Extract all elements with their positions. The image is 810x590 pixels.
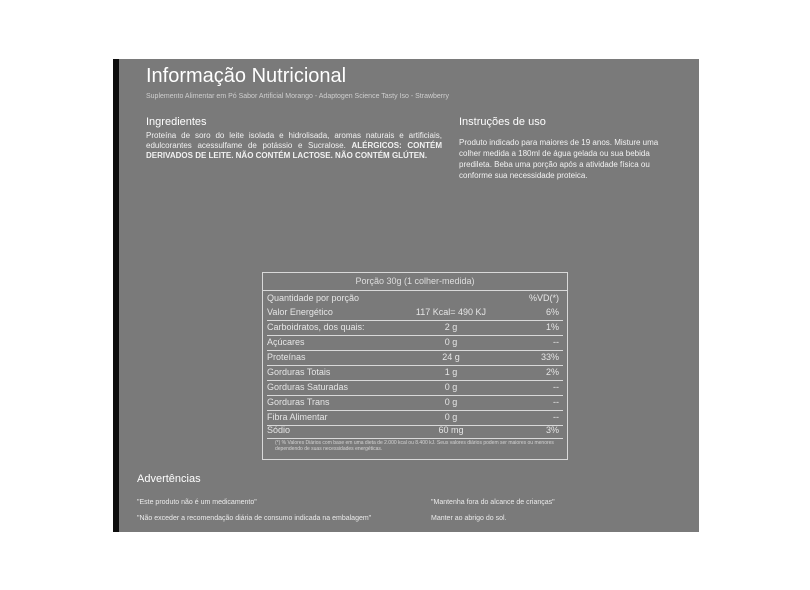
warnings-heading: Advertências (137, 473, 201, 485)
nutrient-vd: 1% (545, 322, 559, 332)
nutrient-label: Proteínas (267, 352, 306, 362)
nutrient-label: Sódio (267, 425, 291, 435)
ingredients-list: Proteína de soro do leite isolada e hidrolisada, aromas naturais e artificiais, edulcorantes acessulfame de potássio e Sucralose. (146, 131, 442, 150)
nutrient-vd: %VD(*) (528, 293, 559, 303)
nutrient-label: Gorduras Saturadas (267, 382, 349, 392)
table-row (267, 412, 563, 426)
table-row (267, 322, 563, 336)
page-title: Informação Nutricional (146, 65, 347, 87)
nutrition-info-panel (113, 59, 699, 532)
nutrient-amount: 117 Kcal= 490 KJ (415, 307, 487, 317)
warning-item: "Este produto não é um medicamento" (137, 499, 257, 506)
nutrient-label: Gorduras Totais (267, 367, 331, 377)
nutrient-label: Açúcares (267, 337, 305, 347)
row-divider (267, 335, 563, 336)
table-row (267, 352, 563, 366)
nutrient-amount: 0 g (444, 397, 458, 407)
nutrient-amount: 0 g (444, 337, 458, 347)
nutrient-label: Gorduras Trans (267, 397, 330, 407)
nutrient-label: Fibra Alimentar (267, 412, 328, 422)
table-row (267, 337, 563, 351)
nutrient-label: Carboidratos, dos quais: (267, 322, 365, 332)
table-row (267, 367, 563, 381)
table-row (267, 307, 563, 321)
row-divider (267, 380, 563, 381)
usage-text: Produto indicado para maiores de 19 anos. Misture uma colher medida a 180ml de água gelada ou sua bebida predileta. Beba uma porção após a atividade física ou conforme sua necessidade proteica. (459, 138, 659, 180)
row-divider (267, 320, 563, 321)
nutrient-amount: 1 g (444, 367, 458, 377)
allergen-warning: ALÉRGICOS: CONTÉM DERIVADOS DE LEITE. NÃO CONTÉM LACTOSE. NÃO CONTÉM GLÚTEN. (146, 141, 442, 160)
daily-value-footnote: (*) % Valores Diários com base em uma dieta de 2.000 kcal ou 8.400 kJ. Seus valores diários podem ser maiores ou menores dependendo de suas necessidades energéticas. (275, 440, 554, 452)
nutrient-vd: -- (553, 397, 559, 407)
nutrient-vd: -- (553, 382, 559, 392)
usage-heading: Instruções de uso (459, 116, 546, 128)
ingredients-heading: Ingredientes (146, 116, 207, 128)
nutrient-amount: 60 mg (438, 425, 464, 435)
nutrient-amount: 0 g (444, 382, 458, 392)
row-divider (267, 410, 563, 411)
nutrient-vd: 33% (540, 352, 559, 362)
nutrient-label: Quantidade por porção (267, 293, 360, 303)
row-divider (267, 365, 563, 366)
warning-item: "Mantenha fora do alcance de crianças" (431, 499, 555, 506)
portion-divider (263, 290, 567, 291)
warning-item: "Não exceder a recomendação diária de consumo indicada na embalagem" (137, 515, 372, 522)
ingredients-text (146, 131, 442, 161)
nutrient-vd: 2% (545, 367, 559, 377)
nutrient-amount: 24 g (442, 352, 460, 362)
nutrient-vd: 6% (545, 307, 559, 317)
product-subtitle: Suplemento Alimentar em Pó Sabor Artificial Morango - Adaptogen Science Tasty Iso - Strawberry (146, 93, 449, 100)
nutrient-amount: 0 g (444, 412, 458, 422)
portion-size: Porção 30g (1 colher-medida) (355, 276, 475, 286)
table-row (267, 425, 563, 439)
row-divider (267, 350, 563, 351)
nutrient-vd: 3% (545, 425, 559, 435)
nutrient-vd: -- (553, 337, 559, 347)
warning-item: Manter ao abrigo do sol. (431, 515, 507, 522)
table-row (267, 293, 563, 307)
row-divider (267, 438, 563, 439)
nutrient-label: Valor Energético (267, 307, 333, 317)
nutrient-amount: 2 g (444, 322, 458, 332)
table-row (267, 382, 563, 396)
nutrition-table (262, 272, 568, 460)
table-row (267, 397, 563, 411)
nutrient-vd: -- (553, 412, 559, 422)
row-divider (267, 395, 563, 396)
